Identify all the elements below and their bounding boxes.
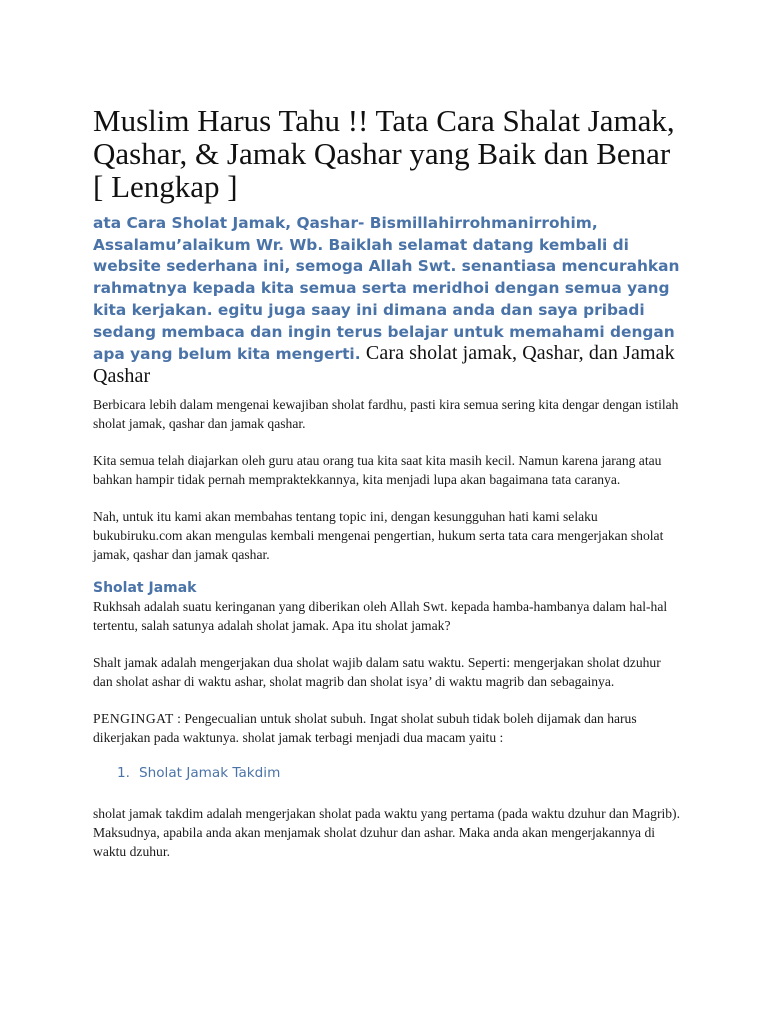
list-item-label: Sholat Jamak Takdim <box>139 764 281 781</box>
paragraph-4: Rukhsah adalah suatu keringanan yang diberikan oleh Allah Swt. kepada hamba-hambanya dalam hal-hal tertentu, salah satunya adalah sholat jamak. Apa itu sholat jamak? <box>93 598 668 633</box>
paragraph-1: Berbicara lebih dalam mengenai kewajiban sholat fardhu, pasti kira semua sering kita dengar dengan istilah sholat jamak, qashar dan jamak qashar. <box>93 396 679 431</box>
intro-text: ata Cara Sholat Jamak, Qashar- Bismillahirrohmanirrohim, Assalamu’alaikum Wr. Wb. Baiklah selamat datang kembali di website sederhana ini, semoga Allah Swt. senantiasa mencurahkan rahmatnya kepada kita semua serta meridhoi dengan semua yang kita kerjakan. egitu juga saay ini dimana anda dan saya pribadi sedang membaca dan ingin terus belajar untuk memahami dengan apa yang belum kita mengerti. <box>93 214 680 364</box>
document-title: Muslim Harus Tahu !! Tata Cara Shalat Jamak, Qashar, & Jamak Qashar yang Baik dan Benar [ Lengkap ] <box>93 103 675 204</box>
paragraph-3: Nah, untuk itu kami akan membahas tentang topic ini, dengan kesungguhan hati kami selaku bukubiruku.com akan mengulas kembali mengenai pengertian, hukum serta tata cara mengerjakan sholat jamak, qashar dan jamak qashar. <box>93 508 664 562</box>
section-heading-sholat-jamak: Sholat Jamak <box>93 579 197 596</box>
intro-paragraph <box>93 213 683 389</box>
reminder-text: : Pengecualian untuk sholat subuh. Ingat sholat subuh tidak boleh dijamak dan harus dikerjakan pada waktunya. sholat jamak terbagi menjadi dua macam yaitu : <box>93 710 637 745</box>
document-body <box>93 104 683 861</box>
reminder-paragraph <box>93 709 683 747</box>
reminder-label: PENGINGAT <box>93 710 174 726</box>
list-number: 1. <box>117 764 130 781</box>
paragraph-6: sholat jamak takdim adalah mengerjakan sholat pada waktu yang pertama (pada waktu dzuhur dan Magrib). Maksudnya, apabila anda akan menjamak sholat dzuhur dan ashar. Maka anda akan mengerjakannya di waktu dzuhur. <box>93 805 680 859</box>
intro-heading: Cara sholat jamak, Qashar, dan Jamak Qashar <box>93 342 675 387</box>
list-item-jamak-takdim <box>93 764 683 782</box>
paragraph-2: Kita semua telah diajarkan oleh guru atau orang tua kita saat kita masih kecil. Namun karena jarang atau bahkan hampir tidak pernah mempraktekkannya, kita menjadi lupa akan bagaimana tata caranya. <box>93 452 662 487</box>
paragraph-5: Shalt jamak adalah mengerjakan dua sholat wajib dalam satu waktu. Seperti: mengerjakan sholat dzuhur dan sholat ashar di waktu ashar, sholat magrib dan sholat isya’ di waktu magrib dan sebagainya. <box>93 654 661 689</box>
